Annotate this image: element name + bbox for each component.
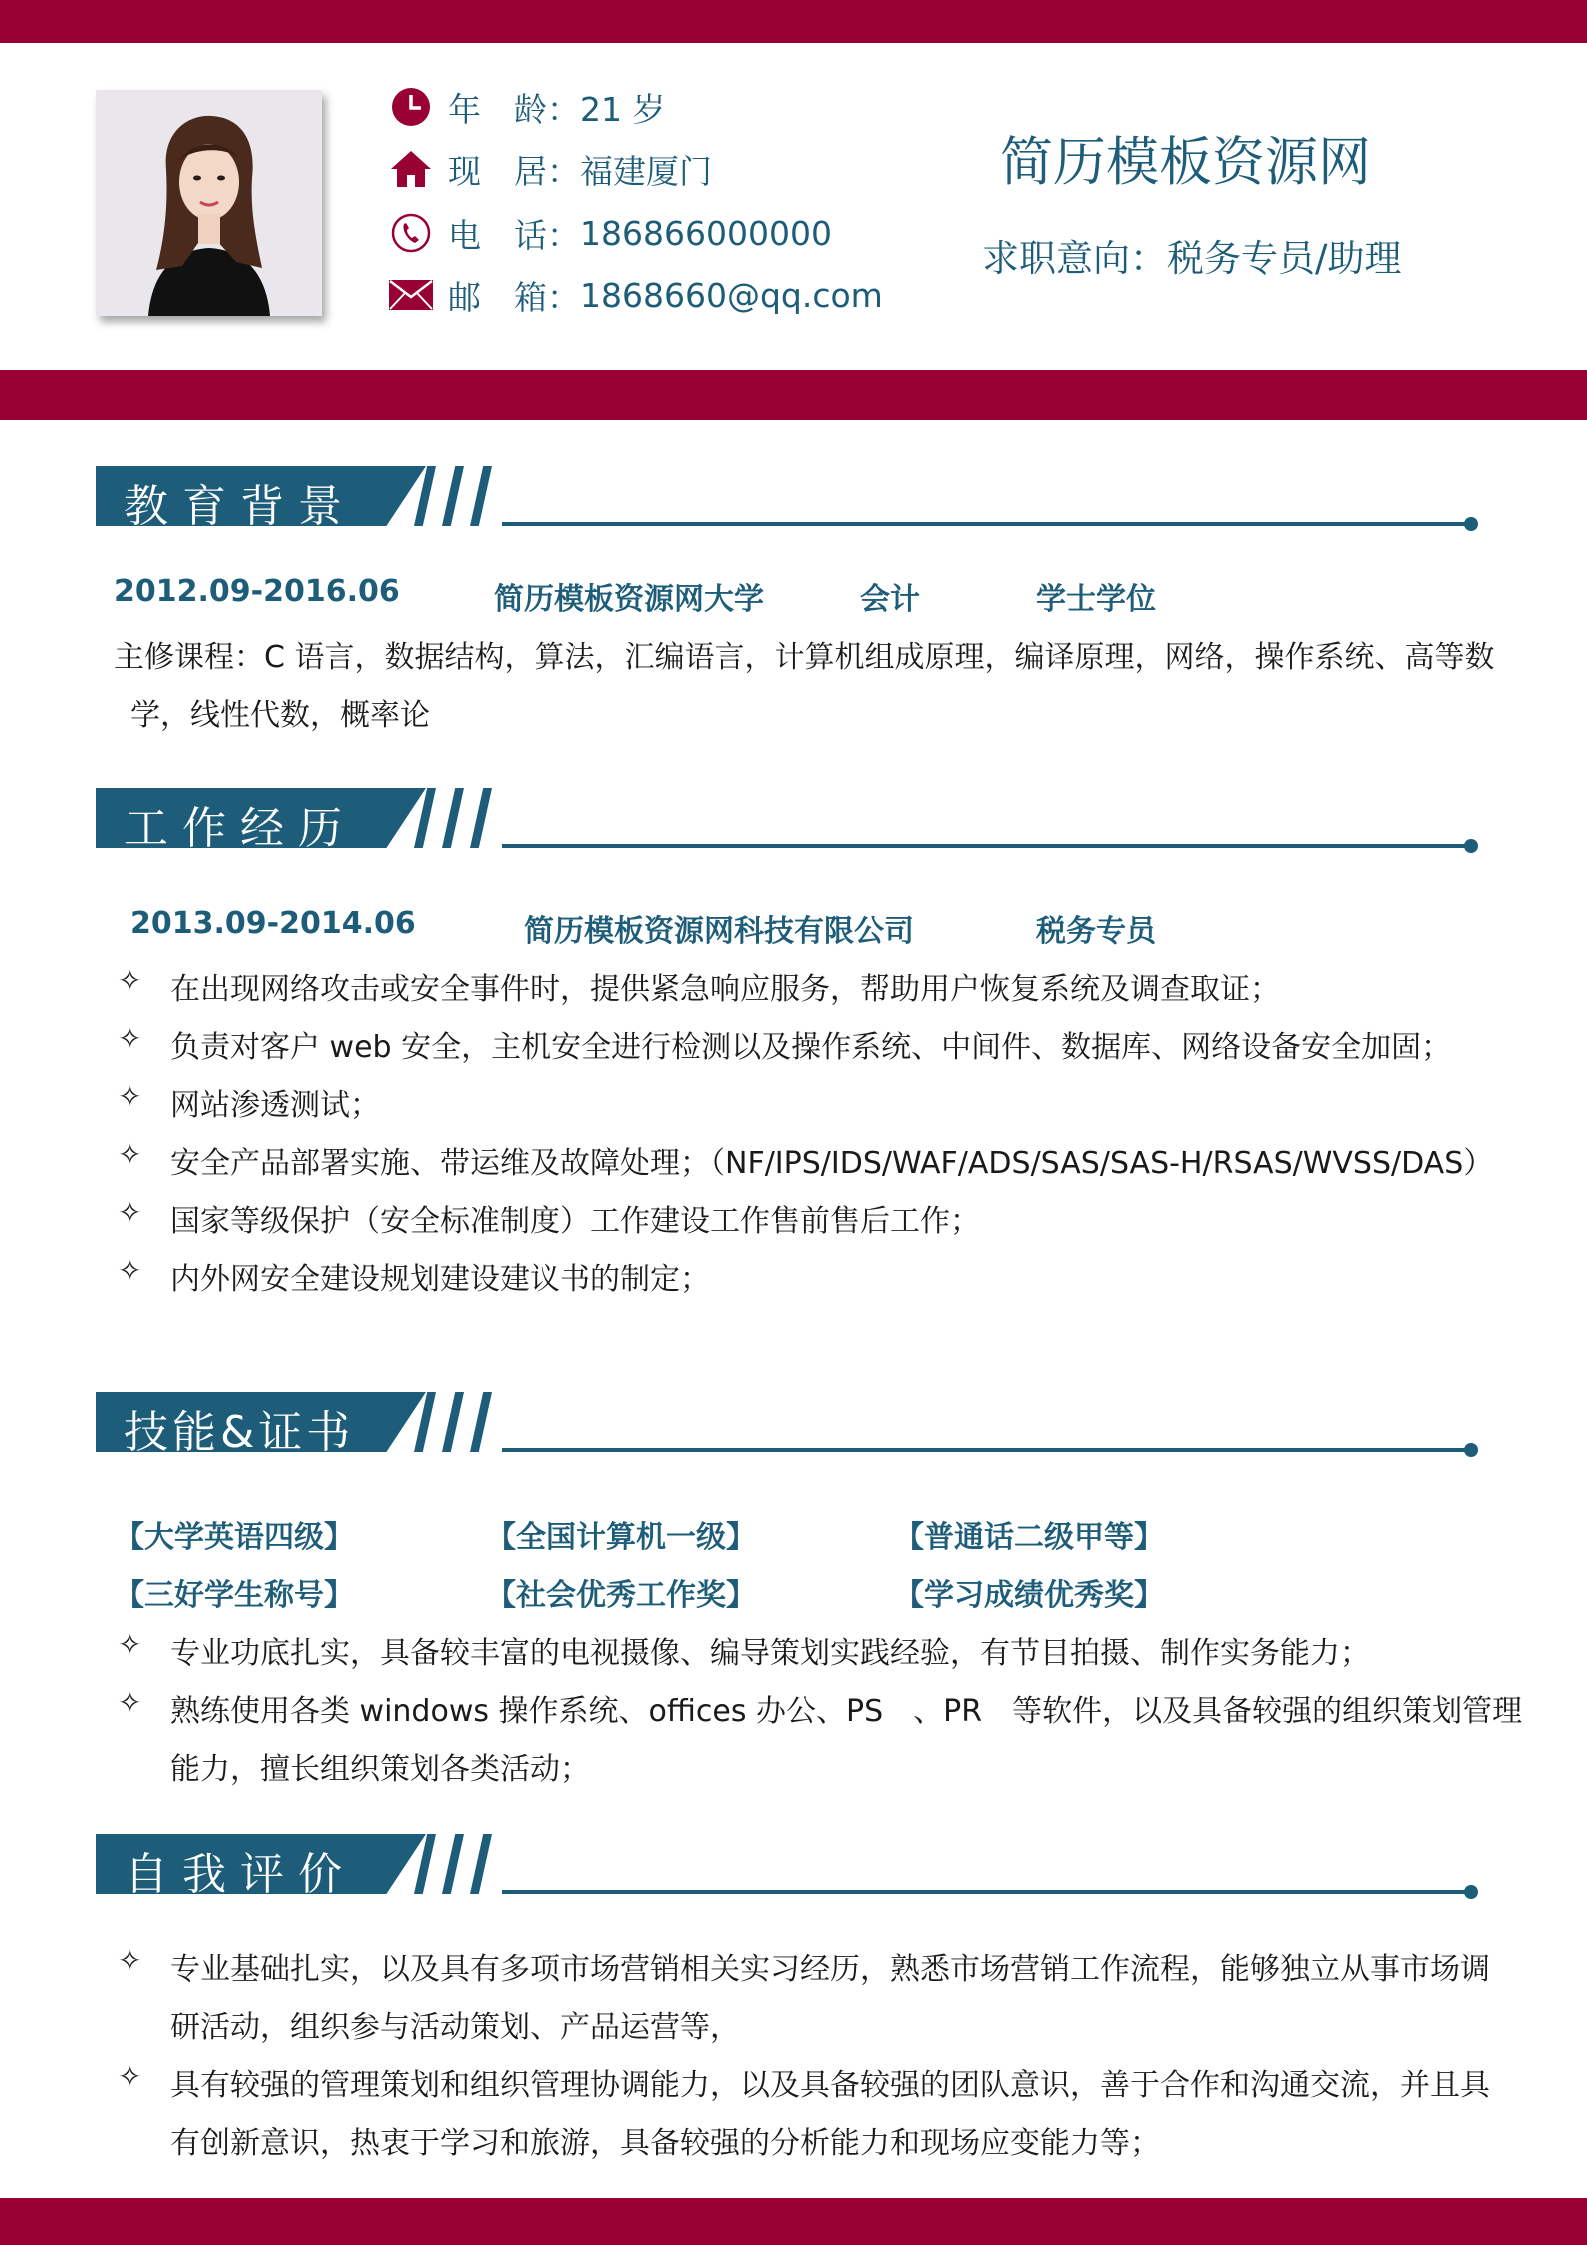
job-intent: 求职意向：税务专员/助理 [982,237,1402,280]
edu-degree: 学士学位 [1036,582,1156,617]
section-divider-dot [1464,1885,1478,1899]
clock-icon [388,84,434,130]
profile-photo [96,90,322,316]
edu-period: 2012.09-2016.06 [114,574,400,609]
bullet-icon: ✧ [118,1686,142,1719]
edu-courses: 主修课程：C 语言，数据结构，算法，汇编语言，计算机组成原理，编译原理，网络，操作系统、高等数 [114,640,1495,675]
skill-item: 专业功底扎实，具备较丰富的电视摄像、编导策划实践经验，有节目拍摄、制作实务能力； [170,1636,1370,1671]
self-eval-item-cont: 研活动，组织参与活动策划、产品运营等， [170,2010,740,2045]
work-period: 2013.09-2014.06 [130,906,416,941]
bottom-accent-bar [0,2198,1587,2245]
work-item: 负责对客户 web 安全，主机安全进行检测以及操作系统、中间件、数据库、网络设备安全加固； [170,1030,1452,1065]
stripe-decoration [442,466,464,526]
section-divider-line [502,522,1470,526]
info-phone [388,208,832,258]
cert-item: 【大学英语四级】 [114,1520,354,1555]
mail-icon [388,272,434,318]
bullet-icon: ✧ [118,1138,142,1171]
email-value: 1868660@qq.com [580,275,883,315]
info-age [388,82,665,132]
age-value: 21 岁 [580,89,666,129]
self-eval-item: 专业基础扎实，以及具有多项市场营销相关实习经历，熟悉市场营销工作流程，能够独立从事市场调 [170,1952,1490,1987]
work-item: 国家等级保护（安全标准制度）工作建设工作售前售后工作； [170,1204,980,1239]
info-residence [388,144,712,194]
section-title: 教育背景 [124,481,356,532]
work-item: 在出现网络攻击或安全事件时，提供紧急响应服务，帮助用户恢复系统及调查取证； [170,972,1280,1007]
header-bottom-bar [0,370,1587,420]
work-item: 网站渗透测试； [170,1088,380,1123]
section-header-work [96,788,1486,854]
section-divider-dot [1464,839,1478,853]
bullet-icon: ✧ [118,1944,142,1977]
phone-icon [388,210,434,256]
skill-item: 熟练使用各类 windows 操作系统、offices 办公、PS 、PR 等软件，以及具备较强的组织策划管理 [170,1694,1523,1729]
edu-major: 会计 [860,582,920,617]
section-title: 技能&证书 [124,1407,355,1458]
stripe-decoration [470,466,492,526]
bullet-icon: ✧ [118,1080,142,1113]
section-divider-dot [1464,517,1478,531]
cert-item: 【三好学生称号】 [114,1578,354,1613]
info-email [388,270,883,320]
residence-value: 福建厦门 [580,151,712,191]
home-icon [388,146,434,192]
residence-label: 现 居： [448,151,580,191]
section-title: 工作经历 [124,803,356,854]
cert-item: 【学习成绩优秀奖】 [894,1578,1164,1613]
phone-label: 电 话： [448,215,580,255]
section-divider-line [502,1890,1470,1894]
bullet-icon: ✧ [118,1022,142,1055]
email-label: 邮 箱： [448,277,580,317]
work-item: 安全产品部署实施、带运维及故障处理；（NF/IPS/IDS/WAF/ADS/SAS/SAS-H/RSAS/WVSS/DAS） [170,1146,1494,1181]
work-position: 税务专员 [1036,914,1156,949]
stripe-decoration [470,788,492,848]
section-divider-line [502,844,1470,848]
bullet-icon: ✧ [118,964,142,997]
site-title: 简历模板资源网 [1000,132,1371,193]
edu-school: 简历模板资源网大学 [494,582,764,617]
cert-item: 【全国计算机一级】 [486,1520,756,1555]
section-header-skills [96,1392,1486,1458]
section-title: 自我评价 [124,1849,356,1900]
section-divider-line [502,1448,1470,1452]
cert-item: 【社会优秀工作奖】 [486,1578,756,1613]
stripe-decoration [470,1392,492,1452]
bullet-icon: ✧ [118,1628,142,1661]
work-item: 内外网安全建设规划建设建议书的制定； [170,1262,710,1297]
cert-item: 【普通话二级甲等】 [894,1520,1164,1555]
stripe-decoration [470,1834,492,1894]
age-label: 年 龄： [448,89,580,129]
phone-value: 186866000000 [580,213,832,253]
skill-item-cont: 能力，擅长组织策划各类活动； [170,1752,590,1787]
section-header-education [96,466,1486,532]
section-divider-dot [1464,1443,1478,1457]
edu-courses-cont: 学，线性代数，概率论 [130,698,430,733]
bullet-icon: ✧ [118,1196,142,1229]
self-eval-item: 具有较强的管理策划和组织管理协调能力，以及具备较强的团队意识，善于合作和沟通交流，并且具 [170,2068,1490,2103]
section-header-self-eval [96,1834,1486,1900]
stripe-decoration [442,788,464,848]
bullet-icon: ✧ [118,1254,142,1287]
self-eval-item-cont: 有创新意识，热衷于学习和旅游，具备较强的分析能力和现场应变能力等； [170,2126,1160,2161]
stripe-decoration [442,1834,464,1894]
work-company: 简历模板资源网科技有限公司 [524,914,914,949]
top-accent-bar [0,0,1587,43]
stripe-decoration [442,1392,464,1452]
bullet-icon: ✧ [118,2060,142,2093]
